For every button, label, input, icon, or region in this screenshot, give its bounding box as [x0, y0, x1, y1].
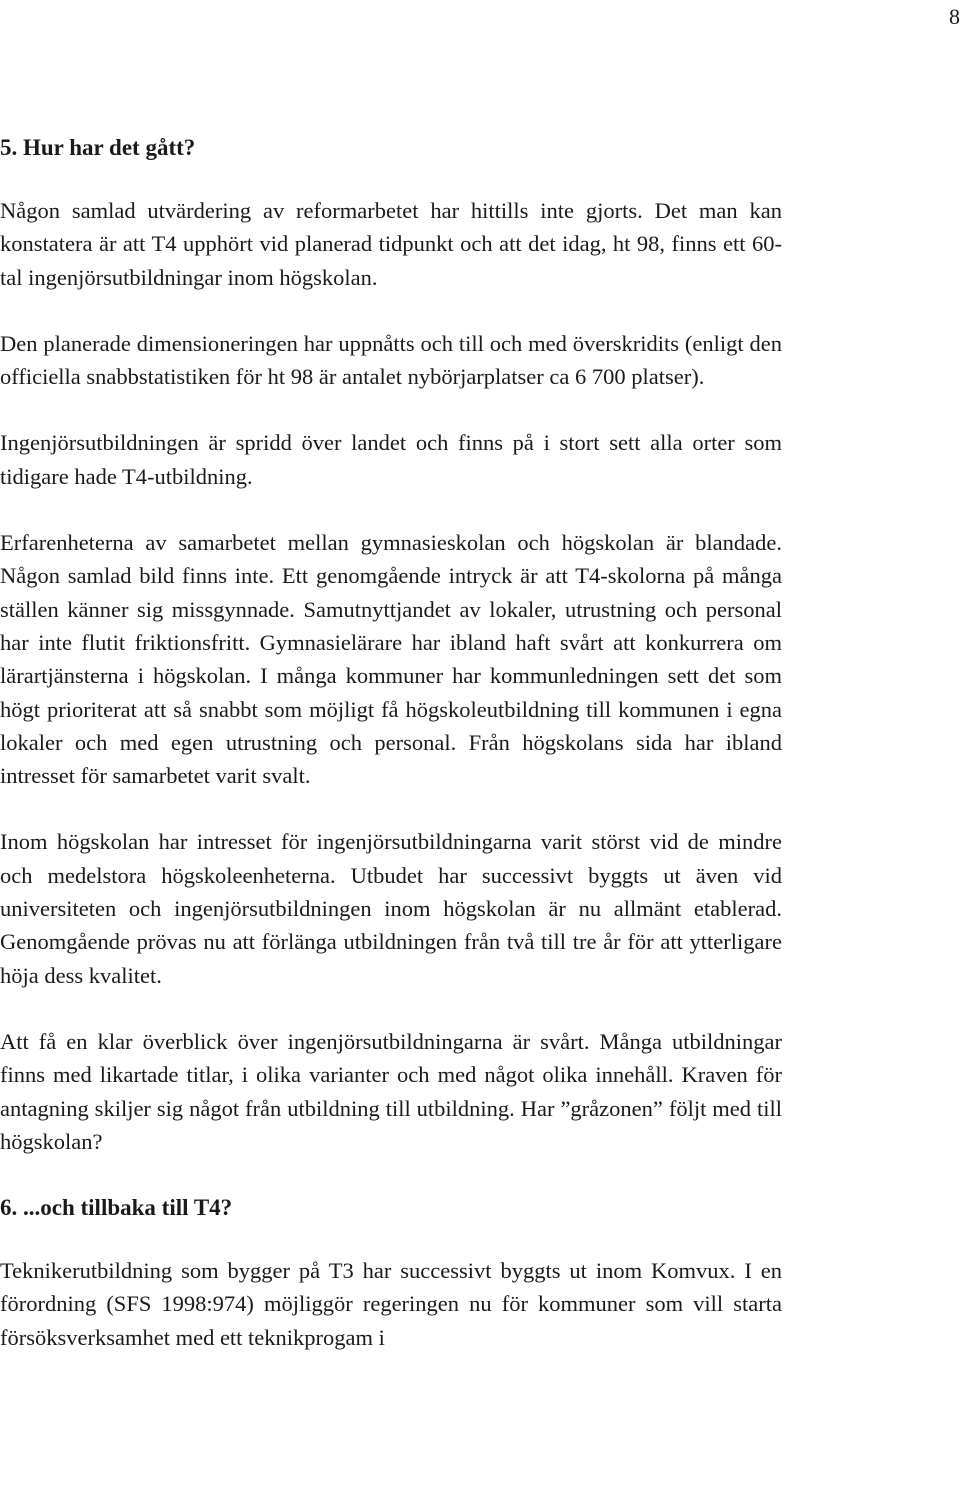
paragraph: Inom högskolan har intresset för ingenjörsutbildningarna varit störst vid de mindre och medelstora högskoleenheterna. Utbudet har successivt byggts ut även vid universiteten och ingenjörsutbildningen inom högskolan är nu allmänt etablerad. Genomgående prövas nu att förlänga utbildningen från två till tre år för att ytterligare höja dess kvalitet.	[0, 829, 782, 988]
section-heading-6: 6. ...och tillbaka till T4?	[0, 1195, 233, 1221]
paragraph: Någon samlad utvärdering av reformarbetet har hittills inte gjorts. Det man kan konstatera är att T4 upphört vid planerad tidpunkt och att det idag, ht 98, finns ett 60-tal ingenjörsutbildningar inom högskolan.	[0, 198, 782, 290]
paragraph: Att få en klar överblick över ingenjörsutbildningarna är svårt. Många utbildningar finns med likartade titlar, i olika varianter och med något olika innehåll. Kraven för antagning skiljer sig något från utbildning till utbildning. Har ”gråzonen” följt med till högskolan?	[0, 1028, 782, 1154]
paragraph: Ingenjörsutbildningen är spridd över landet och finns på i stort sett alla orter som tidigare hade T4-utbildning.	[0, 430, 782, 489]
paragraph: Den planerade dimensioneringen har uppnåtts och till och med överskridits (enligt den officiella snabbstatistiken för ht 98 är antalet nybörjarplatser ca 6 700 platser).	[0, 330, 782, 390]
section-heading-5: 5. Hur har det gått?	[0, 135, 196, 160]
paragraph: Teknikerutbildning som bygger på T3 har successivt byggts ut inom Komvux. I en förordning (SFS 1998:974) möjliggör regeringen nu för kommuner som vill starta försöksverksamhet med ett teknikprogam i	[0, 1258, 782, 1350]
document-body	[0, 131, 782, 1354]
paragraph: Erfarenheterna av samarbetet mellan gymnasieskolan och högskolan är blandade. Någon samlad bild finns inte. Ett genomgående intryck är att T4-skolorna på många ställen känner sig missgynnade. Samutnyttjandet av lokaler, utrustning och personal har inte flutit friktionsfritt. Gymnasielärare har ibland haft svårt att konkurrera om lärartjänsterna i högskolan. I många kommuner har kommunledningen sett det som högt prioriterat att så snabbt som möjligt få högskoleutbildning till kommunen i egna lokaler och med egen utrustning och personal. Från högskolans sida har ibland intresset för samarbetet varit svalt.	[0, 530, 782, 789]
page-number: 8	[949, 4, 960, 29]
